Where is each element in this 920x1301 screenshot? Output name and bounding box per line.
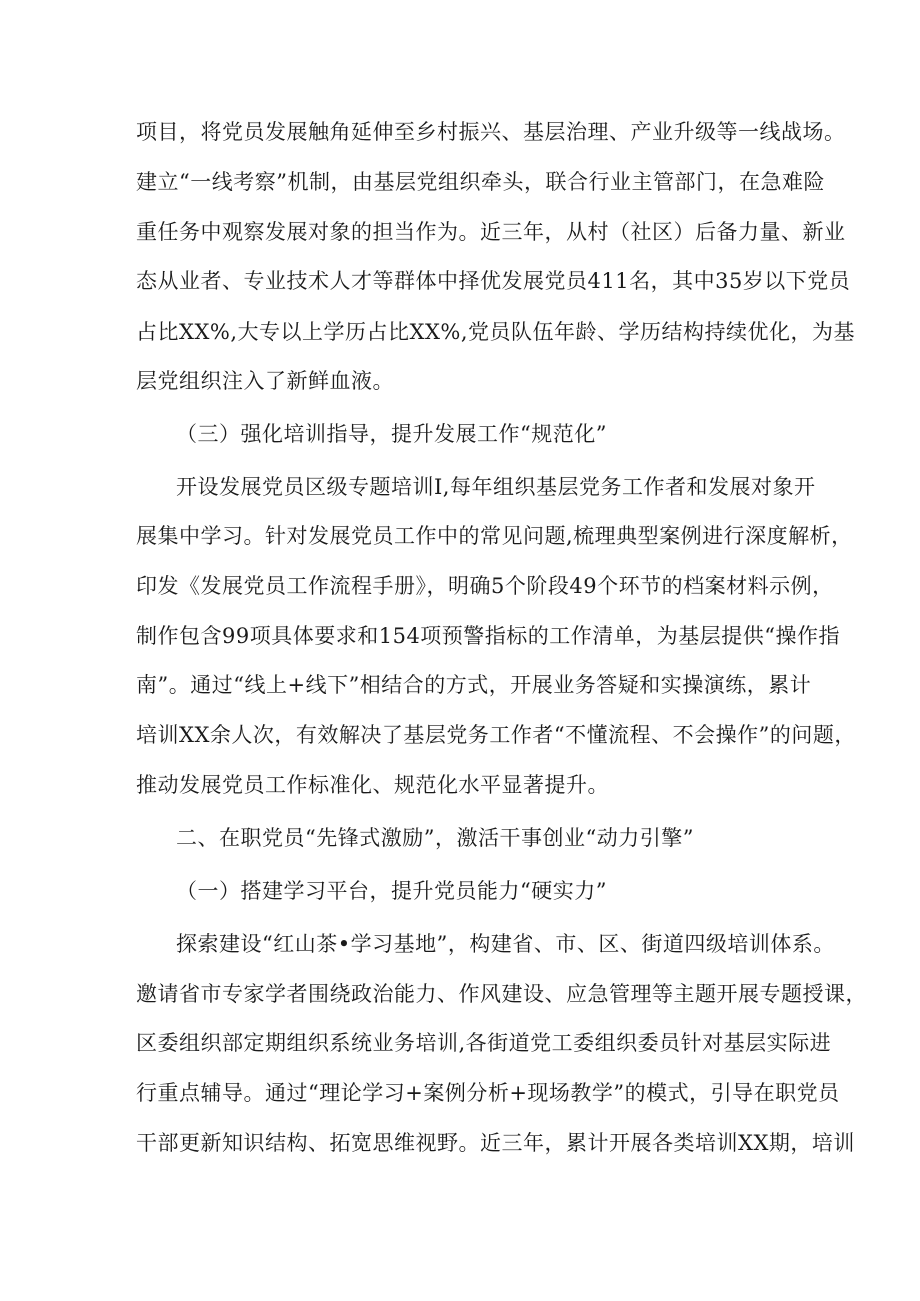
paragraph-line: 印发《发展党员工作流程手册》，明确5个阶段49个环节的档案材料示例， bbox=[136, 574, 834, 598]
paragraph-line: 邀请省市专家学者围绕政治能力、作风建设、应急管理等主题开展专题授课， bbox=[136, 982, 867, 1006]
paragraph-line: 态从业者、专业技术人才等群体中择优发展党员411名，其中35岁以下党员 bbox=[136, 269, 851, 293]
paragraph-line: 培训XX余人次，有效解决了基层党务工作者“不懂流程、不会操作”的问题， bbox=[136, 723, 856, 747]
paragraph-line: 探索建设“红山茶•学习基地”，构建省、市、区、街道四级培训体系。 bbox=[176, 932, 835, 956]
paragraph-line: 南”。通过“线上+线下”相结合的方式，开展业务答疑和实操演练，累计 bbox=[136, 673, 812, 697]
paragraph-line: 项目，将党员发展触角延伸至乡村振兴、基层治理、产业升级等一线战场。 bbox=[136, 120, 846, 144]
paragraph-line: 制作包含99项具体要求和154项预警指标的工作清单，为基层提供“操作指 bbox=[136, 624, 841, 648]
paragraph-line: 重任务中观察发展对象的担当作为。近三年，从村（社区）后备力量、新业 bbox=[136, 220, 846, 244]
paragraph-line: 干部更新知识结构、拓宽思维视野。近三年，累计开展各类培训XX期，培训 bbox=[136, 1131, 855, 1155]
paragraph-line: 展集中学习。针对发展党员工作中的常见问题,梳理典型案例进行深度解析， bbox=[136, 524, 853, 548]
paragraph-line: 行重点辅导。通过“理论学习+案例分析+现场教学”的模式，引导在职党员 bbox=[136, 1081, 840, 1105]
chapter-heading: 二、在职党员“先锋式激励”，激活干事创业“动力引擎” bbox=[176, 826, 694, 850]
paragraph-line: 推动发展党员工作标准化、规范化水平显著提升。 bbox=[136, 773, 609, 797]
section-heading: （三）强化培训指导，提升发展工作“规范化” bbox=[176, 422, 607, 446]
paragraph-line: 区委组织部定期组织系统业务培训,各街道党工委组织委员针对基层实际进 bbox=[136, 1031, 832, 1055]
paragraph-line: 占比XX%,大专以上学历占比XX%,党员队伍年龄、学历结构持续优化，为基 bbox=[136, 320, 856, 344]
paragraph-line: 层党组织注入了新鲜血液。 bbox=[136, 369, 394, 393]
paragraph-line: 建立“一线考察”机制，由基层党组织牵头，联合行业主管部门，在急难险 bbox=[136, 170, 825, 194]
section-heading: （一）搭建学习平台，提升党员能力“硬实力” bbox=[176, 879, 607, 903]
paragraph-line: 开设发展党员区级专题培训I,每年组织基层党务工作者和发展对象开 bbox=[176, 475, 816, 499]
